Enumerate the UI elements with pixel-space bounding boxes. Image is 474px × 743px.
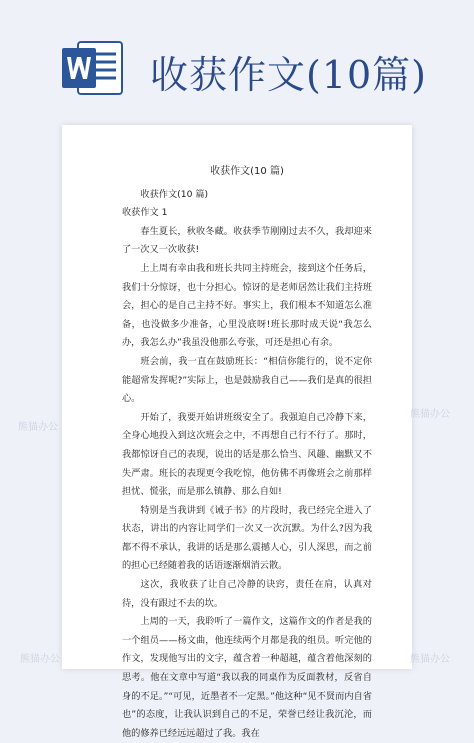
paragraph: 上周的一天，我聆听了一篇作文，这篇作文的作者是我的一个组员——杨文曲，他连续两个月都是我的组员。听完他的作文，发现他写出的文字，蕴含着一种超越，蕴含着他深刻的思考。他在文章中写道“我以我的同桌作为反面教材，反省自身的不足。”“可见，近墨者不一定黑。”他这种“见不贤而内自省也”的态度，让我认识到自己的不足，荣誉已经让我沉沦，而他的修养已经远远超过了我。我在 bbox=[122, 616, 372, 739]
watermark: 熊猫办公 bbox=[410, 654, 450, 665]
paragraph: 这次，我收获了让自己冷静的诀窍，责任在肩，认真对待，没有跟过不去的坎。 bbox=[122, 579, 372, 609]
paragraph: 上上周有幸由我和班长共同主持班会，接到这个任务后，我们十分惊讶，也十分担心。惊讶的是老师居然让我们主持班会，担心的是自己主持不好。事实上，我们根本不知道怎么准备，也没做多少准备，心里没底呀!班长那时成天说“我怎么办，我怎么办”我虽没他那么夸张，可还是担心有余。 bbox=[122, 262, 372, 349]
document-title: 收获作文(10 篇) bbox=[210, 166, 284, 177]
word-document-icon bbox=[60, 40, 124, 96]
section-label: 收获作文(10 篇) bbox=[140, 188, 209, 200]
watermark: 熊猫办公 bbox=[20, 654, 60, 665]
banner bbox=[0, 0, 474, 120]
document-body bbox=[122, 163, 372, 743]
paragraph: 开始了，我要开始讲班级安全了。我强迫自己冷静下来，全身心地投入到这次班会之中，不再想自己行不行了。那时，我都惊讶自己的表现，说出的话是那么恰当、风趣、幽默又不失严肃。班长的表现更令我吃惊，他仿佛不再像班会之前那样担忧、慌张，而是那么镇静、那么自如! bbox=[122, 411, 372, 498]
banner-title: 收获作文(10篇) bbox=[150, 53, 428, 97]
paragraph: 班会前，我一直在鼓励班长：“相信你能行的，说不定你能超常发挥呢?”实际上，也是鼓励我自己——我们是真的很担心。 bbox=[122, 355, 372, 405]
paragraph: 春生夏长，秋收冬藏。收获季节刚刚过去不久，我却迎来了一次又一次收获! bbox=[122, 225, 372, 256]
essay-title: 收获作文 1 bbox=[122, 207, 168, 219]
paragraph: 特别是当我讲到《诫子书》的片段时，我已经完全进入了状态，讲出的内容让同学们一次又一次沉默。为什么?因为我都不得不承认，我讲的话是那么震撼人心，引人深思，而之前的担心已经随着我的话语逐渐烟消云散。 bbox=[122, 504, 372, 572]
watermark: 熊猫办公 bbox=[18, 422, 58, 433]
watermark: 熊猫办公 bbox=[410, 409, 450, 420]
